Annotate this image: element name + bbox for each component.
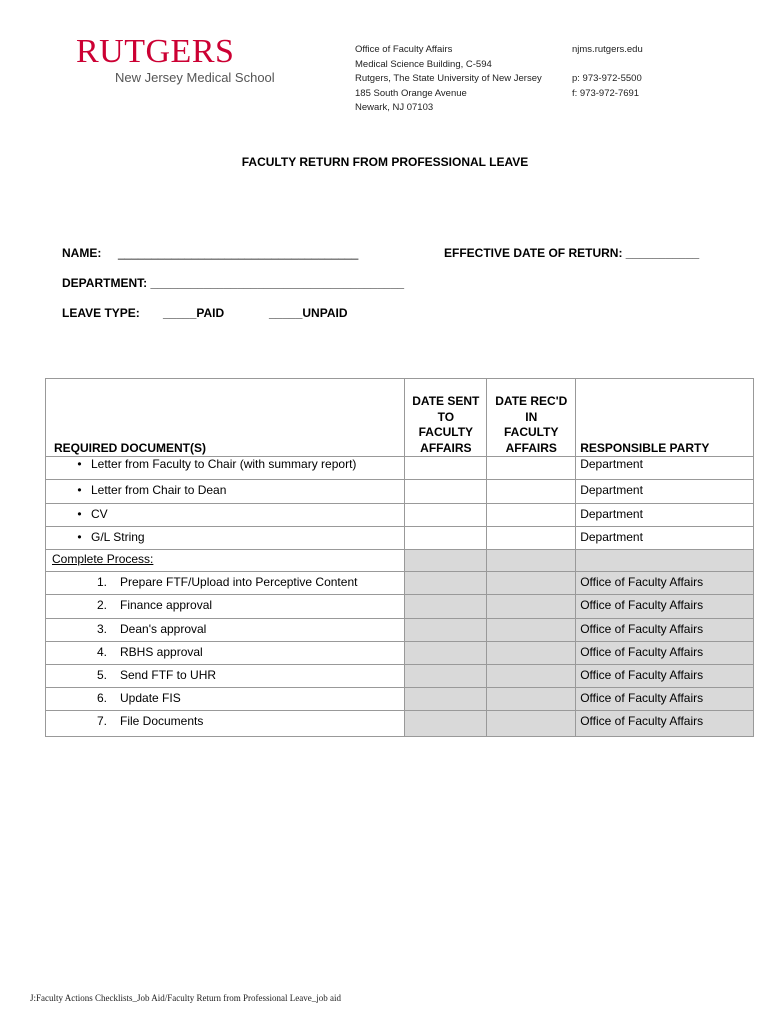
- table-header-row: [46, 379, 754, 457]
- responsible-party: Office of Faculty Affairs: [576, 688, 754, 711]
- logo-subtitle: New Jersey Medical School: [115, 70, 275, 85]
- address-line: Rutgers, The State University of New Jersey: [355, 73, 542, 84]
- fax-text: f: 973-972-7691: [572, 87, 640, 99]
- responsible-party: Department: [576, 457, 754, 480]
- phone-text: p: 973-972-5500: [572, 73, 642, 84]
- document-name: CV: [91, 506, 108, 521]
- website-text: njms.rutgers.edu: [572, 44, 643, 55]
- date-sent-cell: [405, 711, 487, 737]
- responsible-party: Office of Faculty Affairs: [576, 595, 754, 618]
- date-recd-cell[interactable]: [487, 457, 576, 480]
- header-date-sent: DATE SENT TO FACULTY AFFAIRS: [405, 379, 487, 457]
- responsible-party: Office of Faculty Affairs: [576, 664, 754, 687]
- document-name: G/L String: [91, 529, 145, 544]
- paid-option[interactable]: _____PAID: [163, 306, 225, 320]
- unpaid-option[interactable]: _____UNPAID: [269, 306, 348, 320]
- date-recd-cell: [487, 595, 576, 618]
- required-documents-table: [45, 378, 754, 737]
- responsible-party: Office of Faculty Affairs: [576, 641, 754, 664]
- process-step-row: 4. RBHS approval Office of Faculty Affairs: [46, 641, 754, 664]
- effective-date-field[interactable]: EFFECTIVE DATE OF RETURN: ___________: [444, 246, 700, 260]
- table-row: • G/L String Department: [46, 526, 754, 549]
- date-recd-cell: [487, 618, 576, 641]
- date-sent-cell: [405, 595, 487, 618]
- date-sent-cell: [405, 641, 487, 664]
- process-step-row: 1. Prepare FTF/Upload into Perceptive Content Office of Faculty Affairs: [46, 572, 754, 595]
- department-field[interactable]: DEPARTMENT: ______________________________________: [62, 276, 405, 290]
- document-title: FACULTY RETURN FROM PROFESSIONAL LEAVE: [241, 155, 529, 169]
- responsible-party: Office of Faculty Affairs: [576, 572, 754, 595]
- responsible-party: Department: [576, 480, 754, 503]
- responsible-party: Office of Faculty Affairs: [576, 711, 754, 737]
- step-text: Dean's approval: [120, 621, 207, 636]
- date-sent-cell: [405, 688, 487, 711]
- date-recd-cell: [487, 688, 576, 711]
- process-step-row: 6. Update FIS Office of Faculty Affairs: [46, 688, 754, 711]
- table-row: • Letter from Chair to Dean Department: [46, 480, 754, 503]
- date-sent-cell[interactable]: [405, 480, 487, 503]
- header-date-recd: DATE REC'D IN FACULTY AFFAIRS: [487, 379, 576, 457]
- rutgers-logo: [76, 34, 276, 85]
- date-sent-cell[interactable]: [405, 457, 487, 480]
- table-row: • Letter from Faculty to Chair (with summary report) Department: [46, 457, 754, 480]
- address-line: Office of Faculty Affairs: [355, 44, 453, 55]
- date-recd-cell: [487, 572, 576, 595]
- step-text: RBHS approval: [120, 644, 203, 659]
- responsible-party: Department: [576, 503, 754, 526]
- document-name: Letter from Chair to Dean: [91, 483, 227, 498]
- date-sent-cell[interactable]: [405, 526, 487, 549]
- date-recd-cell: [487, 711, 576, 737]
- logo-wordmark: RUTGERS: [76, 33, 235, 70]
- process-step-row: 2. Finance approval Office of Faculty Affairs: [46, 595, 754, 618]
- complete-process-label: Complete Process:: [46, 550, 405, 572]
- date-recd-cell: [487, 664, 576, 687]
- date-recd-cell: [487, 641, 576, 664]
- date-sent-cell: [405, 664, 487, 687]
- date-sent-cell[interactable]: [405, 503, 487, 526]
- table-row: • CV Department: [46, 503, 754, 526]
- name-label: NAME:: [62, 246, 102, 260]
- name-blank[interactable]: ____________________________________: [118, 246, 359, 260]
- address-line: 185 South Orange Avenue: [355, 87, 467, 99]
- step-text: Finance approval: [120, 598, 213, 613]
- step-text: Prepare FTF/Upload into Perceptive Content: [120, 575, 358, 590]
- step-text: File Documents: [120, 714, 204, 729]
- leave-type-label: LEAVE TYPE:: [62, 306, 140, 320]
- process-header-row: [46, 550, 754, 572]
- header-responsible-party: RESPONSIBLE PARTY: [576, 379, 754, 457]
- responsible-party: Office of Faculty Affairs: [576, 618, 754, 641]
- step-text: Send FTF to UHR: [120, 667, 217, 682]
- date-recd-cell[interactable]: [487, 503, 576, 526]
- process-step-row: 5. Send FTF to UHR Office of Faculty Affairs: [46, 664, 754, 687]
- footer-path: J:Faculty Actions Checklists_Job Aid/Faculty Return from Professional Leave_job aid: [30, 993, 341, 1003]
- contact-info: [572, 43, 643, 101]
- process-step-row: 3. Dean's approval Office of Faculty Affairs: [46, 618, 754, 641]
- date-recd-cell[interactable]: [487, 480, 576, 503]
- office-address: [355, 43, 542, 116]
- date-recd-cell[interactable]: [487, 526, 576, 549]
- document-name: Letter from Faculty to Chair (with summary report): [91, 457, 357, 471]
- header-documents: REQUIRED DOCUMENT(S): [46, 379, 405, 457]
- process-step-row: 7. File Documents Office of Faculty Affairs: [46, 711, 754, 737]
- date-sent-cell: [405, 572, 487, 595]
- date-sent-cell: [405, 618, 487, 641]
- responsible-party: Department: [576, 526, 754, 549]
- address-line: Medical Science Building, C-594: [355, 58, 492, 70]
- address-line: Newark, NJ 07103: [355, 102, 434, 113]
- step-text: Update FIS: [120, 691, 181, 706]
